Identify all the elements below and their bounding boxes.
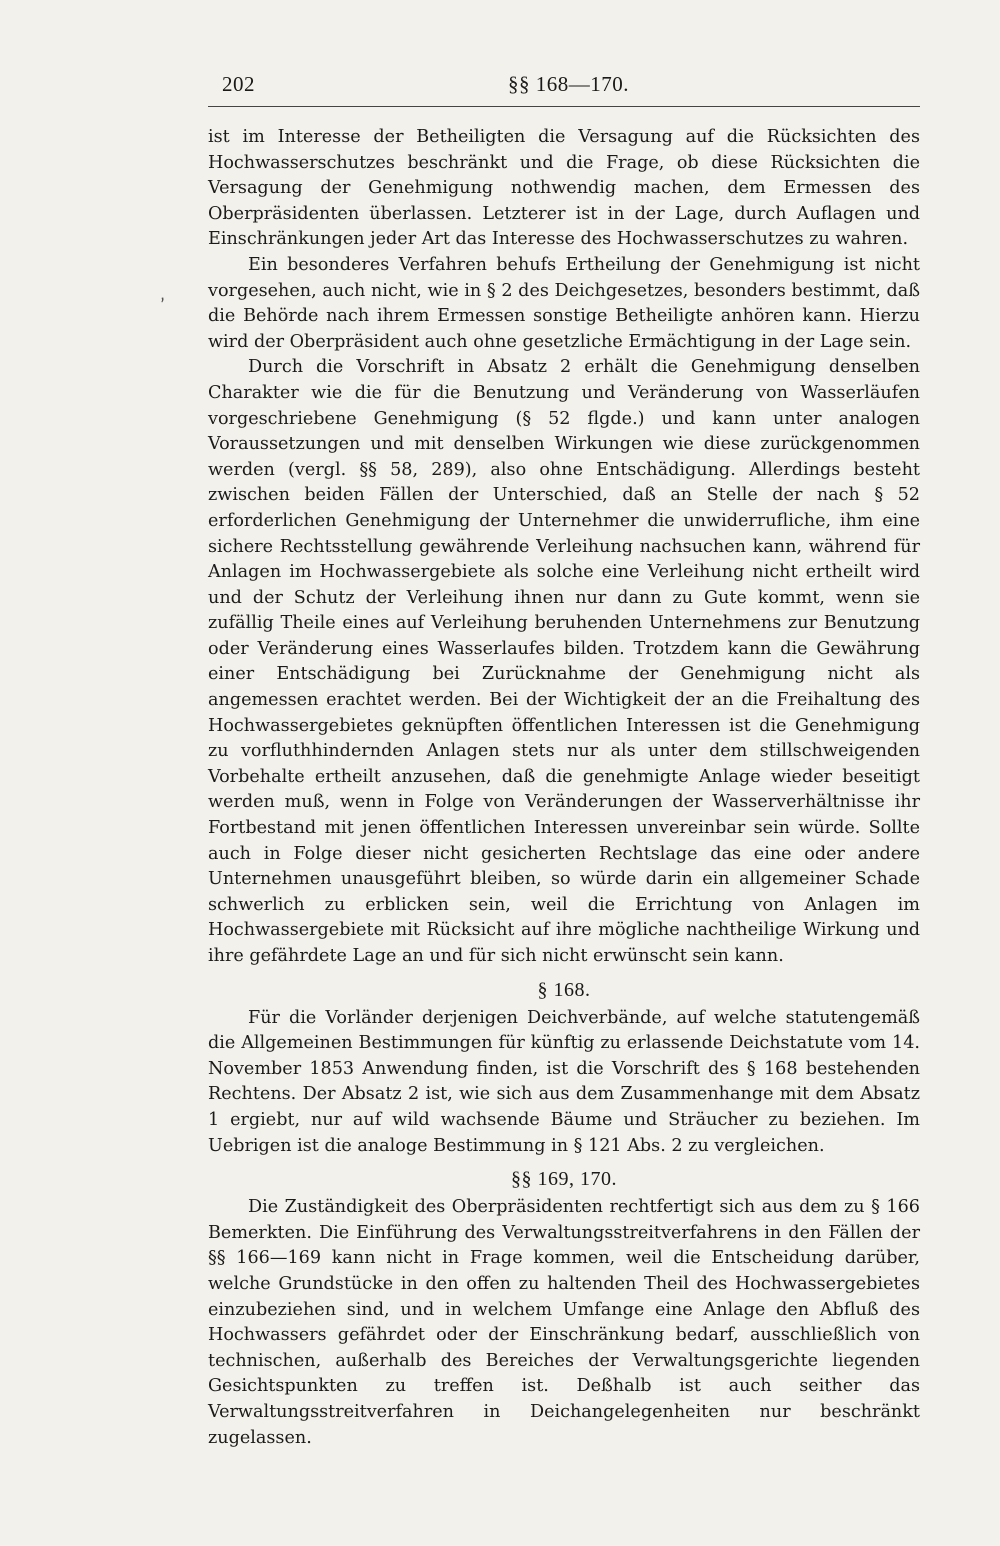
margin-annotation: ‚ — [154, 283, 168, 306]
section-168-text: Für die Vorländer derjenigen Deichverbände, auf welche statutengemäß die Allgemeinen Bestimmungen für künftig zu erlassende Deichstatute vom 14. November 1853 Anwendung finden, ist die Vorschrift des § 168 bestehenden Rechtens. Der Absatz 2 ist, wie sich aus dem Zusammenhange mit dem Absatz 1 ergiebt, nur auf wild wachsende Bäume und Sträucher zu beziehen. Im Uebrigen ist die analoge Bestimmung in § 121 Abs. 2 zu vergleichen. — [208, 1007, 920, 1156]
page-body — [208, 125, 920, 1451]
section-heading-169-170: §§ 169, 170. — [511, 1168, 617, 1191]
running-header — [208, 66, 920, 107]
paragraph-absatz-2: Durch die Vorschrift in Absatz 2 erhält die Genehmigung denselben Charakter wie die für die Benutzung und Veränderung von Wasserläufen vorgeschriebene Genehmigung (§ 52 flgde.) und kann unter analogen Voraussetzungen und mit denselben Wirkungen wie diese zurückgenommen werden (vergl. §§ 58, 289), also ohne Entschädigung. Allerdings besteht zwischen beiden Fällen der Unterschied, daß an Stelle der nach § 52 erforderlichen Genehmigung der Unternehmer die unwiderrufliche, ihm eine sichere Rechtsstellung gewährende Verleihung nachsuchen kann, während für Anlagen im Hochwassergebiete als solche eine Verleihung nicht ertheilt wird und der Schutz der Verleihung ihnen nur dann zu Gute kommt, wenn sie zufällig Theile eines auf Verleihung beruhenden Unternehmens zur Benutzung oder Veränderung eines Wasserlaufes bilden. Trotzdem kann die Gewährung einer Entschädigung bei Zurücknahme der Genehmigung nicht als angemessen erachtet werden. Bei der Wichtigkeit der an die Freihaltung des Hochwassergebietes geknüpften öffentlichen Interessen ist die Genehmigung zu vorfluthhindernden Anlagen stets nur als unter dem stillschweigenden Vorbehalte ertheilt anzusehen, daß die genehmigte Anlage wieder beseitigt werden muß, wenn in Folge von Veränderungen der Wasserverhältnisse ihr Fortbestand mit jenen öffentlichen Interessen unvereinbar sein würde. Sollte auch in Folge dieser nicht gesicherten Rechtslage das eine oder andere Unternehmen unausgeführt bleiben, so würde darin ein allgemeiner Schade schwerlich zu erblicken sein, weil die Errichtung von Anlagen im Hochwassergebiete mit Rücksicht auf ihre mögliche nachtheilige Wirkung und ihre gefährdete Lage an und für sich nicht erwünscht sein kann. — [208, 357, 920, 966]
paragraph-continued: ist im Interesse der Betheiligten die Versagung auf die Rücksichten des Hochwasserschutzes beschränkt und die Frage, ob diese Rücksichten die Versagung der Genehmigung nothwendig machen, dem Ermessen des Oberpräsidenten überlassen. Letzterer ist in der Lage, durch Auflagen und Einschränkungen jeder Art das Interesse des Hochwasserschutzes zu wahren. — [208, 127, 920, 250]
section-range: §§ 168—170. — [508, 72, 629, 96]
section-169-170-text: Die Zuständigkeit des Oberpräsidenten rechtfertigt sich aus dem zu § 166 Bemerkten. Die Einführung des Verwaltungsstreitverfahrens in den Fällen der §§ 166—169 kann nicht in Frage kommen, weil die Entscheidung darüber, welche Grundstücke in den offen zu haltenden Theil des Hochwassergebietes einzubeziehen sind, und in welchem Umfange eine Anlage den Abfluß des Hochwassers gefährdet oder der Einschränkung bedarf, ausschließlich von technischen, außerhalb des Bereiches der Verwaltungsgerichte liegenden Gesichtspunkten zu treffen ist. Deßhalb ist auch seither das Verwaltungsstreitverfahren in Deichangelegenheiten nur beschränkt zugelassen. — [208, 1197, 920, 1448]
paragraph-procedure: Ein besonderes Verfahren behufs Ertheilung der Genehmigung ist nicht vorgesehen, auch nicht, wie in § 2 des Deichgesetzes, besonders bestimmt, daß die Behörde nach ihrem Ermessen sonstige Betheiligte anhören kann. Hierzu wird der Oberpräsident auch ohne gesetzliche Ermächtigung in der Lage sein. — [208, 254, 920, 352]
section-heading-168: § 168. — [537, 978, 591, 1001]
page-number: 202 — [222, 72, 255, 96]
